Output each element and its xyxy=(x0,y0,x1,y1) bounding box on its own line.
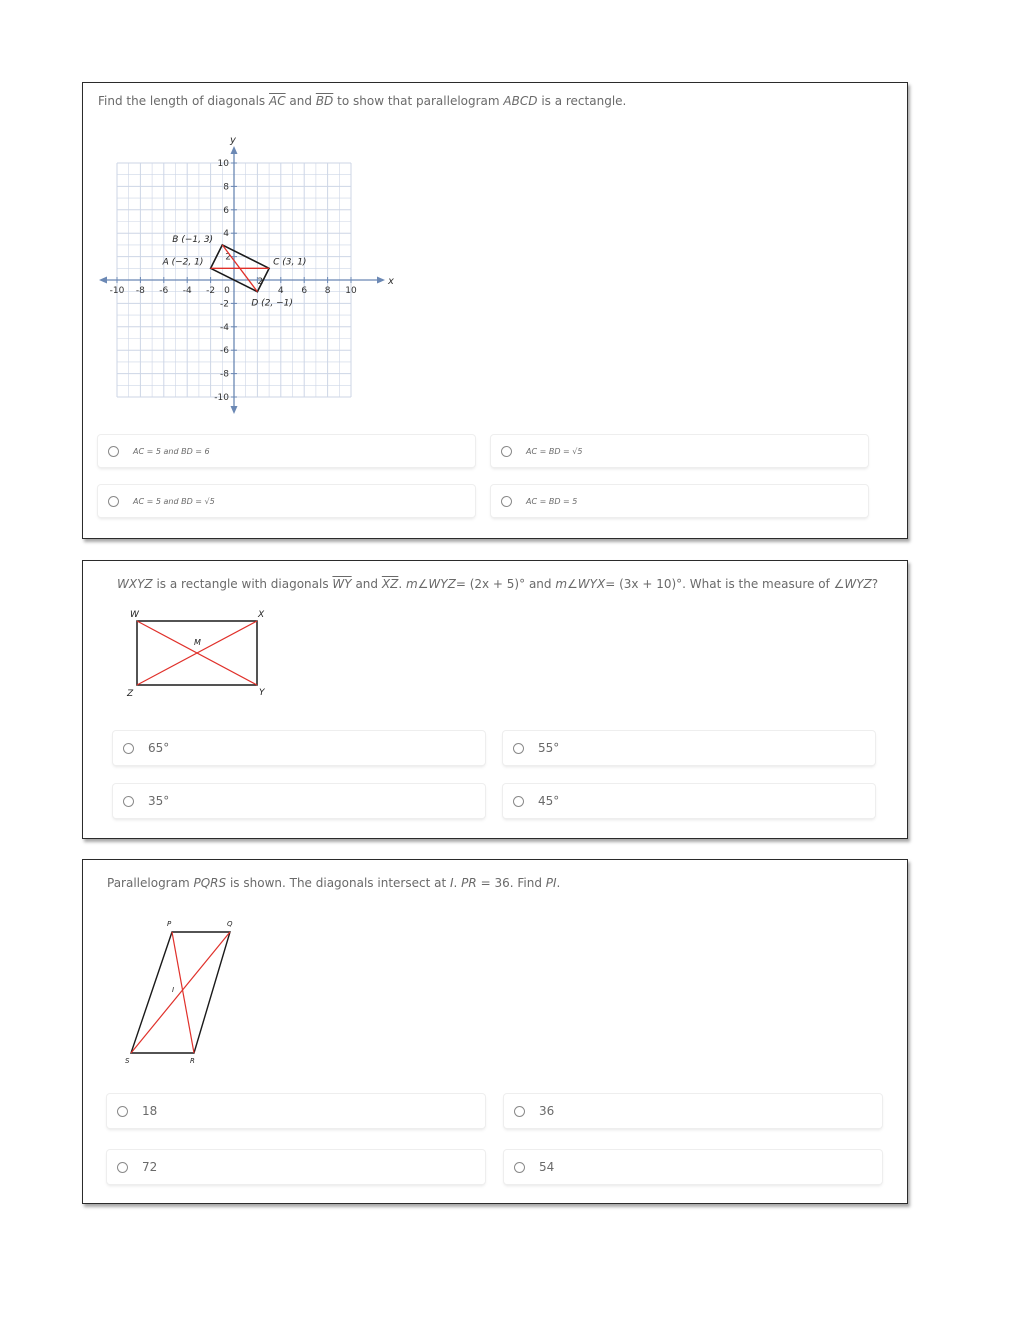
x-axis-arrow-right xyxy=(377,277,385,284)
x-tick-label: 2 xyxy=(257,277,264,287)
x-tick-label: -4 xyxy=(182,286,192,296)
vertex-p: P xyxy=(167,920,172,928)
q2-option-1[interactable]: 65° xyxy=(113,731,485,765)
vertex-q: Q xyxy=(227,920,233,928)
y-tick-label: 8 xyxy=(223,182,229,193)
question-3-text: Parallelogram PQRS is shown. The diagonals intersect at I. PR = 36. Find PI. xyxy=(107,876,561,890)
y-tick-label: -4 xyxy=(220,322,229,333)
y-tick-label: -2 xyxy=(220,299,229,310)
axes xyxy=(99,135,394,414)
coordinate-graph xyxy=(99,129,399,429)
q2-option-4[interactable]: 45° xyxy=(503,784,875,818)
x-tick-label: -2 xyxy=(206,286,216,296)
tick-labels xyxy=(110,159,357,403)
rectangle-wxyz-figure xyxy=(123,607,283,707)
radio-button[interactable] xyxy=(123,743,134,754)
intersection-i: I xyxy=(172,986,175,994)
q3-option-3[interactable]: 72 xyxy=(107,1150,485,1184)
q3-option-4[interactable]: 54 xyxy=(504,1150,882,1184)
radio-button[interactable] xyxy=(513,796,524,807)
diagonal-pr xyxy=(172,932,194,1053)
x-tick-label: -8 xyxy=(135,286,145,296)
radio-button[interactable] xyxy=(501,446,512,457)
q1-option-3[interactable]: AC = 5 and BD = √5 xyxy=(98,485,475,517)
point-b-label: B (−1, 3) xyxy=(172,234,214,245)
x-tick-label: 8 xyxy=(324,286,331,296)
y-axis-arrow-up xyxy=(231,146,238,154)
q2-option-3[interactable]: 35° xyxy=(113,784,485,818)
point-c-label: C (3, 1) xyxy=(273,257,307,268)
q3-option-1[interactable]: 18 xyxy=(107,1094,485,1128)
radio-button[interactable] xyxy=(117,1106,128,1117)
vertex-s: S xyxy=(125,1057,130,1065)
radio-button[interactable] xyxy=(117,1162,128,1173)
parallelogram-pqrs-figure xyxy=(121,916,261,1076)
vertex-z: Z xyxy=(127,689,134,699)
midpoint-m: M xyxy=(194,638,201,647)
y-tick-label: 6 xyxy=(223,205,229,216)
q1-option-2[interactable]: AC = BD = √5 xyxy=(491,435,868,467)
x-tick-label: -10 xyxy=(109,286,125,296)
point-a-label: A (−2, 1) xyxy=(162,257,204,268)
q2-option-2[interactable]: 55° xyxy=(503,731,875,765)
q1-option-4[interactable]: AC = BD = 5 xyxy=(491,485,868,517)
q1-option-1[interactable]: AC = 5 and BD = 6 xyxy=(98,435,475,467)
vertex-y: Y xyxy=(259,688,265,698)
radio-button[interactable] xyxy=(108,446,119,457)
radio-button[interactable] xyxy=(501,496,512,507)
x-axis-label: x xyxy=(388,276,394,287)
x-axis-arrow-left xyxy=(99,277,107,284)
q3-option-2[interactable]: 36 xyxy=(504,1094,882,1128)
question-card-3 xyxy=(82,859,908,1204)
x-tick-label: 4 xyxy=(277,286,284,296)
y-tick-label: -6 xyxy=(220,346,229,357)
radio-button[interactable] xyxy=(123,796,134,807)
diagonal-qs xyxy=(131,932,230,1053)
y-tick-label: 2 xyxy=(225,252,231,263)
question-card-1 xyxy=(82,82,908,539)
x-tick-label: 6 xyxy=(301,286,308,296)
radio-button[interactable] xyxy=(108,496,119,507)
x-tick-label: 0 xyxy=(224,286,230,296)
vertex-r: R xyxy=(190,1057,195,1065)
radio-button[interactable] xyxy=(514,1106,525,1117)
vertex-x: X xyxy=(258,610,265,620)
x-tick-label: -6 xyxy=(159,286,169,296)
radio-button[interactable] xyxy=(514,1162,525,1173)
y-tick-label: 4 xyxy=(223,229,229,240)
vertex-w: W xyxy=(130,610,139,620)
question-card-2 xyxy=(82,560,908,839)
y-tick-label: -8 xyxy=(220,369,229,380)
y-axis-label: y xyxy=(230,135,236,146)
question-1-text: Find the length of diagonals $\overline{AC}$ and $\overline{BD}$ to show that parallelogram ABCD is a rectangle. xyxy=(98,94,627,108)
point-d-label: D (2, −1) xyxy=(251,298,293,309)
y-tick-label: -10 xyxy=(214,393,229,403)
y-axis-arrow-down xyxy=(231,406,238,414)
x-tick-label: 10 xyxy=(345,286,357,296)
question-2-text: WXYZ is a rectangle with diagonals $\overline{WY}$ and $\overline{XZ}$. m∠WYZ= (2x + 5)° and m∠WYX= (3x + 10)°. What is the measure of ∠WYZ? xyxy=(117,577,879,591)
y-tick-label: 10 xyxy=(217,159,229,169)
radio-button[interactable] xyxy=(513,743,524,754)
